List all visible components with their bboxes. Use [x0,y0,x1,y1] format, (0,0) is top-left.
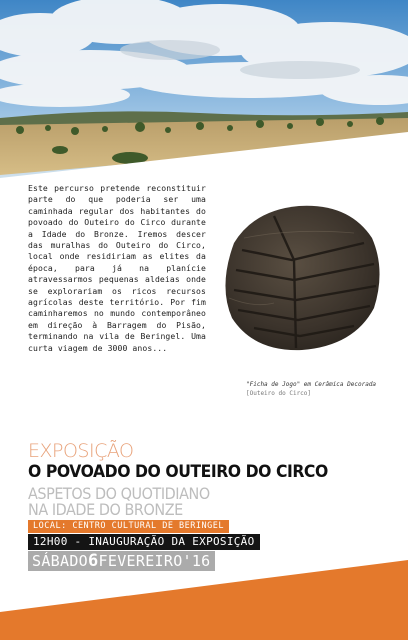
exposicao-label: EXPOSIÇÃO [28,440,134,462]
caption-source: [Outeiro do Circo] [246,390,312,397]
ceramic-game-piece-image [214,198,384,358]
exhibition-title: O POVOADO DO OUTEIRO DO CIRCO [28,462,328,482]
landscape-photo [0,0,408,190]
caption-title: "Ficha de Jogo" em Cerâmica Decorada [246,381,377,388]
intro-paragraph: Este percurso pretende reconstituir parte do que poderia ser uma caminhada regular dos habitantes do povoado do Outeiro do Circo durante a Idade do Bronze. Iremos descer das muralhas do Outeiro do Circo, local onde residiriam as elites da época, para já na planície atravessarmos pequenas aldeias onde se explorariam os ricos recursos agrícolas deste território. Por fim caminharemos no mundo contemporâneo em direção à Barragem do Pisão, terminando na vila de Beringel. Uma curta viagem de 3000 anos... [28,183,206,353]
date-day: 6 [88,551,99,571]
date-month-year: FEVEREIRO'16 [98,552,211,570]
exhibition-subtitle-line1: ASPETOS DO QUOTIDIANO [28,484,210,503]
location-badge: LOCAL: CENTRO CULTURAL DE BERINGEL [28,520,229,533]
image-caption [246,380,396,398]
date-weekday: SÁBADO [32,552,88,570]
footer-orange-band [0,560,408,640]
time-badge: 12H00 - INAUGURAÇÃO DA EXPOSIÇÃO [28,534,260,550]
exhibition-subtitle-line2: NA IDADE DO BRONZE [28,500,183,519]
